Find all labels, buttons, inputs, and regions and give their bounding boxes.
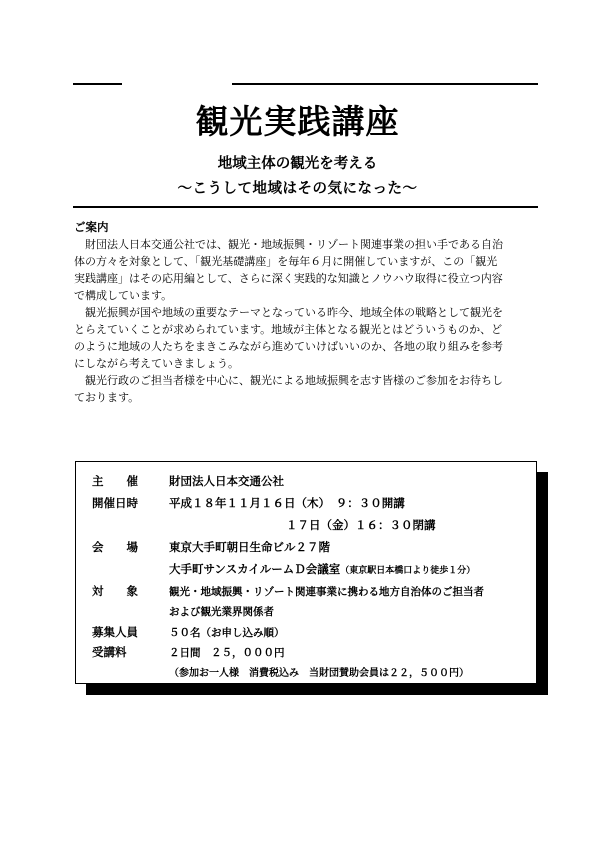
guide-line: とらえていくことが求められています。地域が主体となる観光とはどういうものか、ど (74, 323, 503, 336)
target-value-1: 観光・地域振興・リゾート関連事業に携わる地方自治体のご担当者 (169, 586, 484, 598)
event-info-box (75, 461, 537, 684)
guide-line: にしながら考えていきましょう。 (74, 357, 239, 370)
guide-line: で構成しています。 (74, 289, 173, 302)
guide-body (74, 236, 540, 406)
capacity-value: ５０名（お申し込み順） (169, 627, 285, 639)
target-label: 対 象 (92, 584, 138, 598)
date-value-1: 平成１８年１１月１６日（木） ９：３０開講 (169, 496, 405, 510)
guide-line: 財団法人日本交通公社では、観光・地域振興・リゾート関連事業の担い手である自治 (74, 238, 503, 251)
fee-value: ２日間 ２５，０００円 (169, 647, 285, 659)
organizer-label: 主 催 (92, 474, 138, 488)
venue-room: 大手町サンスカイルームＤ会議室 (169, 562, 341, 576)
date-value-2: １７日（金）１６：３０閉講 (286, 518, 436, 532)
target-value-2: および観光業界関係者 (169, 606, 274, 618)
fee-note: （参加お一人様 消費税込み 当財団賛助会員は２２，５００円） (169, 668, 469, 679)
guide-line: 実践講座」はその応用編として、さらに深く実践的な知識とノウハウ取得に役立つ内容 (74, 272, 503, 285)
venue-label: 会 場 (92, 540, 138, 554)
guide-line: 観光振興が国や地域の重要なテーマとなっている昨今、地域全体の戦略として観光を (74, 306, 503, 319)
guide-line: 観光行政のご担当者様を中心に、観光による地域振興を志す皆様のご参加をお待ちし (74, 374, 503, 387)
venue-note: （東京駅日本橋口より徒歩１分） (340, 566, 476, 576)
subtitle-line-1: 地域主体の観光を考える (217, 156, 378, 172)
fee-label: 受講料 (92, 645, 127, 659)
page-title: 観光実践講座 (195, 102, 400, 141)
section-divider (73, 206, 538, 208)
top-rule-left (73, 83, 122, 85)
guide-line: ております。 (74, 391, 140, 404)
date-label: 開催日時 (92, 496, 138, 510)
top-rule-right (232, 83, 538, 85)
guide-line: 体の方々を対象として、「観光基礎講座」を毎年６月に開催していますが、この「観光 (74, 255, 498, 268)
subtitle-line-2: ～こうして地域はその気になった～ (177, 181, 418, 197)
organizer-value: 財団法人日本交通公社 (169, 474, 284, 488)
guide-line: のように地域の人たちをまきこみながら進めていけばいいのか、各地の取り組みを参考 (74, 340, 503, 353)
guide-heading: ご案内 (74, 220, 109, 234)
venue-value-1: 東京大手町朝日生命ビル２７階 (169, 540, 330, 554)
capacity-label: 募集人員 (92, 625, 138, 639)
venue-value-2 (169, 561, 475, 577)
